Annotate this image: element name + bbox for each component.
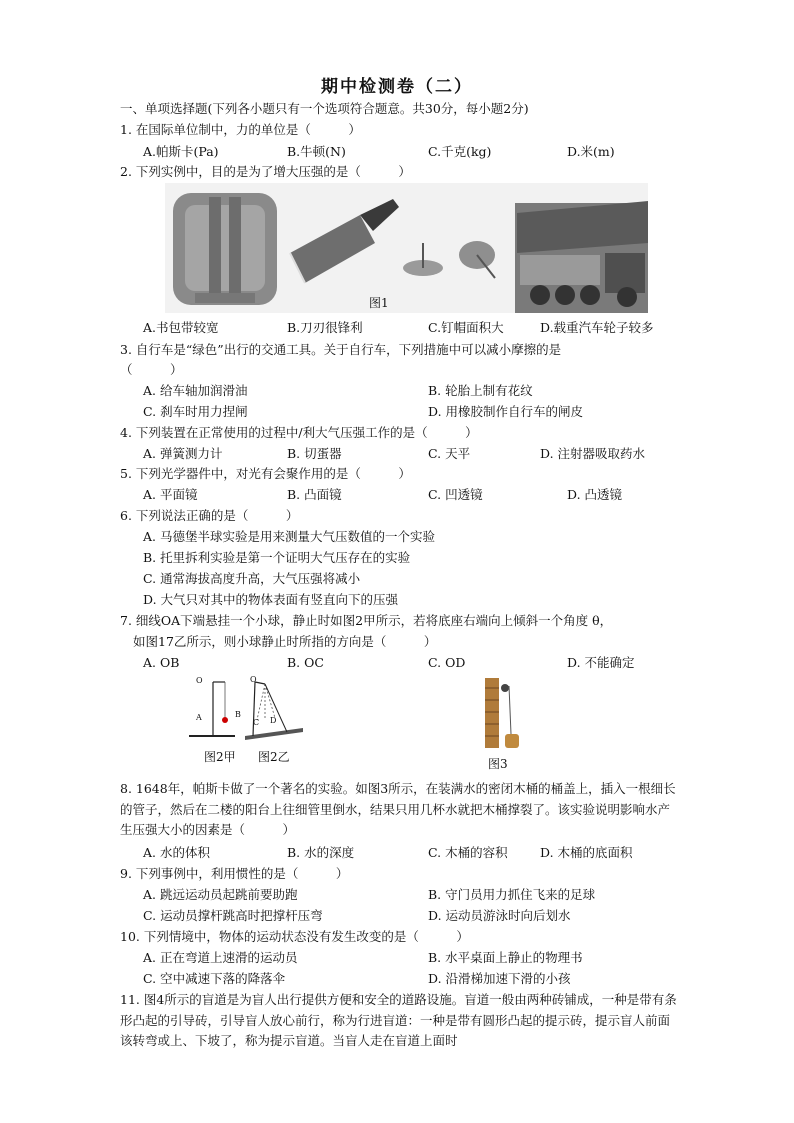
- figure-3-barrel: [481, 676, 521, 750]
- fig2-label-b: B: [235, 710, 241, 719]
- q4-option-c: C. 天平: [428, 446, 471, 461]
- q3-option-b: B. 轮胎上制有花纹: [428, 383, 533, 398]
- q8-stem: 8. 1648年，帕斯卡做了一个著名的实验。如图3所示，在装满水的密闭木桶的桶盖上，插入一根细长的管子，然后在二楼的阳台上往细管里倒水，结果只用几杯水就把木桶撑裂了。该实验说明影响水产生压强大小的因素是（ ）: [120, 781, 676, 837]
- q2-option-a: A.书包带较宽: [143, 320, 219, 335]
- figure-2b-caption: 图2乙: [258, 750, 290, 764]
- q7-stem-cont: 如图17乙所示，则小球静止时所指的方向是（ ）: [133, 634, 437, 649]
- q5-option-b: B. 凸面镜: [287, 487, 342, 502]
- q1-stem: 1. 在国际单位制中，力的单位是（ ）: [120, 122, 361, 137]
- q7-option-c: C. OD: [428, 655, 466, 670]
- truck-image: [515, 201, 648, 313]
- q3-stem: 3. 自行车是“绿色”出行的交通工具。关于自行车，下列措施中可以减小摩擦的是: [120, 342, 562, 357]
- q4-stem: 4. 下列装置在正常使用的过程中/利大气压强工作的是（ ）: [120, 425, 478, 440]
- q9-option-d: D. 运动员游泳时向后划水: [428, 908, 571, 923]
- figure-1-caption: 图1: [369, 296, 389, 310]
- q6-option-d: D. 大气只对其中的物体表面有竖直向下的压强: [143, 592, 399, 607]
- q5-option-c: C. 凹透镜: [428, 487, 483, 502]
- q8-option-a: A. 水的体积: [143, 845, 210, 860]
- fig2-label-o2: O: [250, 675, 257, 684]
- q10-option-c: C. 空中减速下落的降落伞: [143, 971, 286, 986]
- q11-stem: 11. 图4所示的盲道是为盲人出行提供方便和安全的道路设施。盲道一般由两种砖铺成，一种是带有条形凸起的引导砖，引导盲人放心前行，称为行进盲道：一种是带有圆形凸起的提示砖，提示盲人前面该转弯或上、下坡了，称为提示盲道。当盲人走在盲道上面时: [120, 992, 677, 1048]
- q5-option-d: D. 凸透镜: [567, 487, 623, 502]
- q7-stem: 7. 细线OA下端悬挂一个小球，静止时如图2甲所示，若将底座右端向上倾斜一个角度 θ，: [120, 613, 613, 628]
- q10-option-d: D. 沿滑梯加速下滑的小孩: [428, 971, 571, 986]
- q7-option-d: D. 不能确定: [567, 655, 635, 670]
- fig2-label-d: D: [270, 716, 277, 725]
- fig2-label-a: A: [196, 713, 202, 722]
- figure-3-caption: 图3: [488, 757, 508, 771]
- q10-stem: 10. 下列情境中，物体的运动状态没有发生改变的是（ ）: [120, 929, 469, 944]
- fig2-label-o1: O: [196, 676, 203, 685]
- q7-option-a: A. OB: [143, 655, 180, 670]
- fig2-label-c: C: [253, 718, 260, 727]
- q4-option-b: B. 切蛋器: [287, 446, 342, 461]
- page-title: 期中检测卷（二）: [321, 77, 473, 97]
- figure-1-photos: [165, 183, 648, 313]
- q6-option-b: B. 托里拆利实验是第一个证明大气压存在的实验: [143, 550, 411, 565]
- q2-stem: 2. 下列实例中，目的是为了增大压强的是（ ）: [120, 164, 411, 179]
- q4-option-a: A. 弹簧测力计: [143, 446, 223, 461]
- figure-2-diagram: [185, 676, 305, 744]
- q3-option-a: A. 给车轴加润滑油: [143, 383, 248, 398]
- q10-option-a: A. 正在弯道上速滑的运动员: [143, 950, 298, 965]
- q8-option-b: B. 水的深度: [287, 845, 355, 860]
- q3-option-d: D. 用橡胶制作自行车的闸皮: [428, 404, 584, 419]
- q7-option-b: B. OC: [287, 655, 324, 670]
- q6-option-a: A. 马德堡半球实验是用来测量大气压数值的一个实验: [143, 529, 435, 544]
- q1-option-d: D.米(m): [567, 144, 615, 159]
- ball-icon: [222, 717, 228, 723]
- q1-option-c: C.千克(kg): [428, 144, 492, 159]
- q2-option-c: C.钉帽面积大: [428, 320, 504, 335]
- q1-option-a: A.帕斯卡(Pa): [143, 144, 219, 159]
- q4-option-d: D. 注射器吸取药水: [540, 446, 646, 461]
- q5-option-a: A. 平面镜: [143, 487, 198, 502]
- section-heading: 一、单项选择题(下列各小题只有一个选项符合题意。共30分，每小题2分): [120, 101, 529, 116]
- q5-stem: 5. 下列光学器件中，对光有会聚作用的是（ ）: [120, 466, 411, 481]
- figure-2a-caption: 图2甲: [204, 750, 236, 764]
- q2-option-d: D.载重汽车轮子较多: [540, 320, 654, 335]
- backpack-image: [173, 193, 277, 305]
- q10-option-b: B. 水平桌面上静止的物理书: [428, 950, 583, 965]
- q8-option-d: D. 木桶的底面积: [540, 845, 633, 860]
- q3-option-c: C. 刹车时用力捏闸: [143, 404, 248, 419]
- q6-stem: 6. 下列说法正确的是（ ）: [120, 508, 299, 523]
- q1-option-b: B.牛顿(N): [287, 144, 346, 159]
- q2-option-b: B.刀刃很锋利: [287, 320, 363, 335]
- q8-option-c: C. 木桶的容积: [428, 845, 508, 860]
- q9-option-c: C. 运动员撑杆跳高时把撑杆压弯: [143, 908, 323, 923]
- q3-stem-cont: （ ）: [120, 362, 183, 377]
- q6-option-c: C. 通常海拔高度升高，大气压强将减小: [143, 571, 361, 586]
- q9-option-b: B. 守门员用力抓住飞来的足球: [428, 887, 596, 902]
- q9-option-a: A. 跳远运动员起跳前要助跑: [143, 887, 298, 902]
- q9-stem: 9. 下列事例中，利用惯性的是（ ）: [120, 866, 349, 881]
